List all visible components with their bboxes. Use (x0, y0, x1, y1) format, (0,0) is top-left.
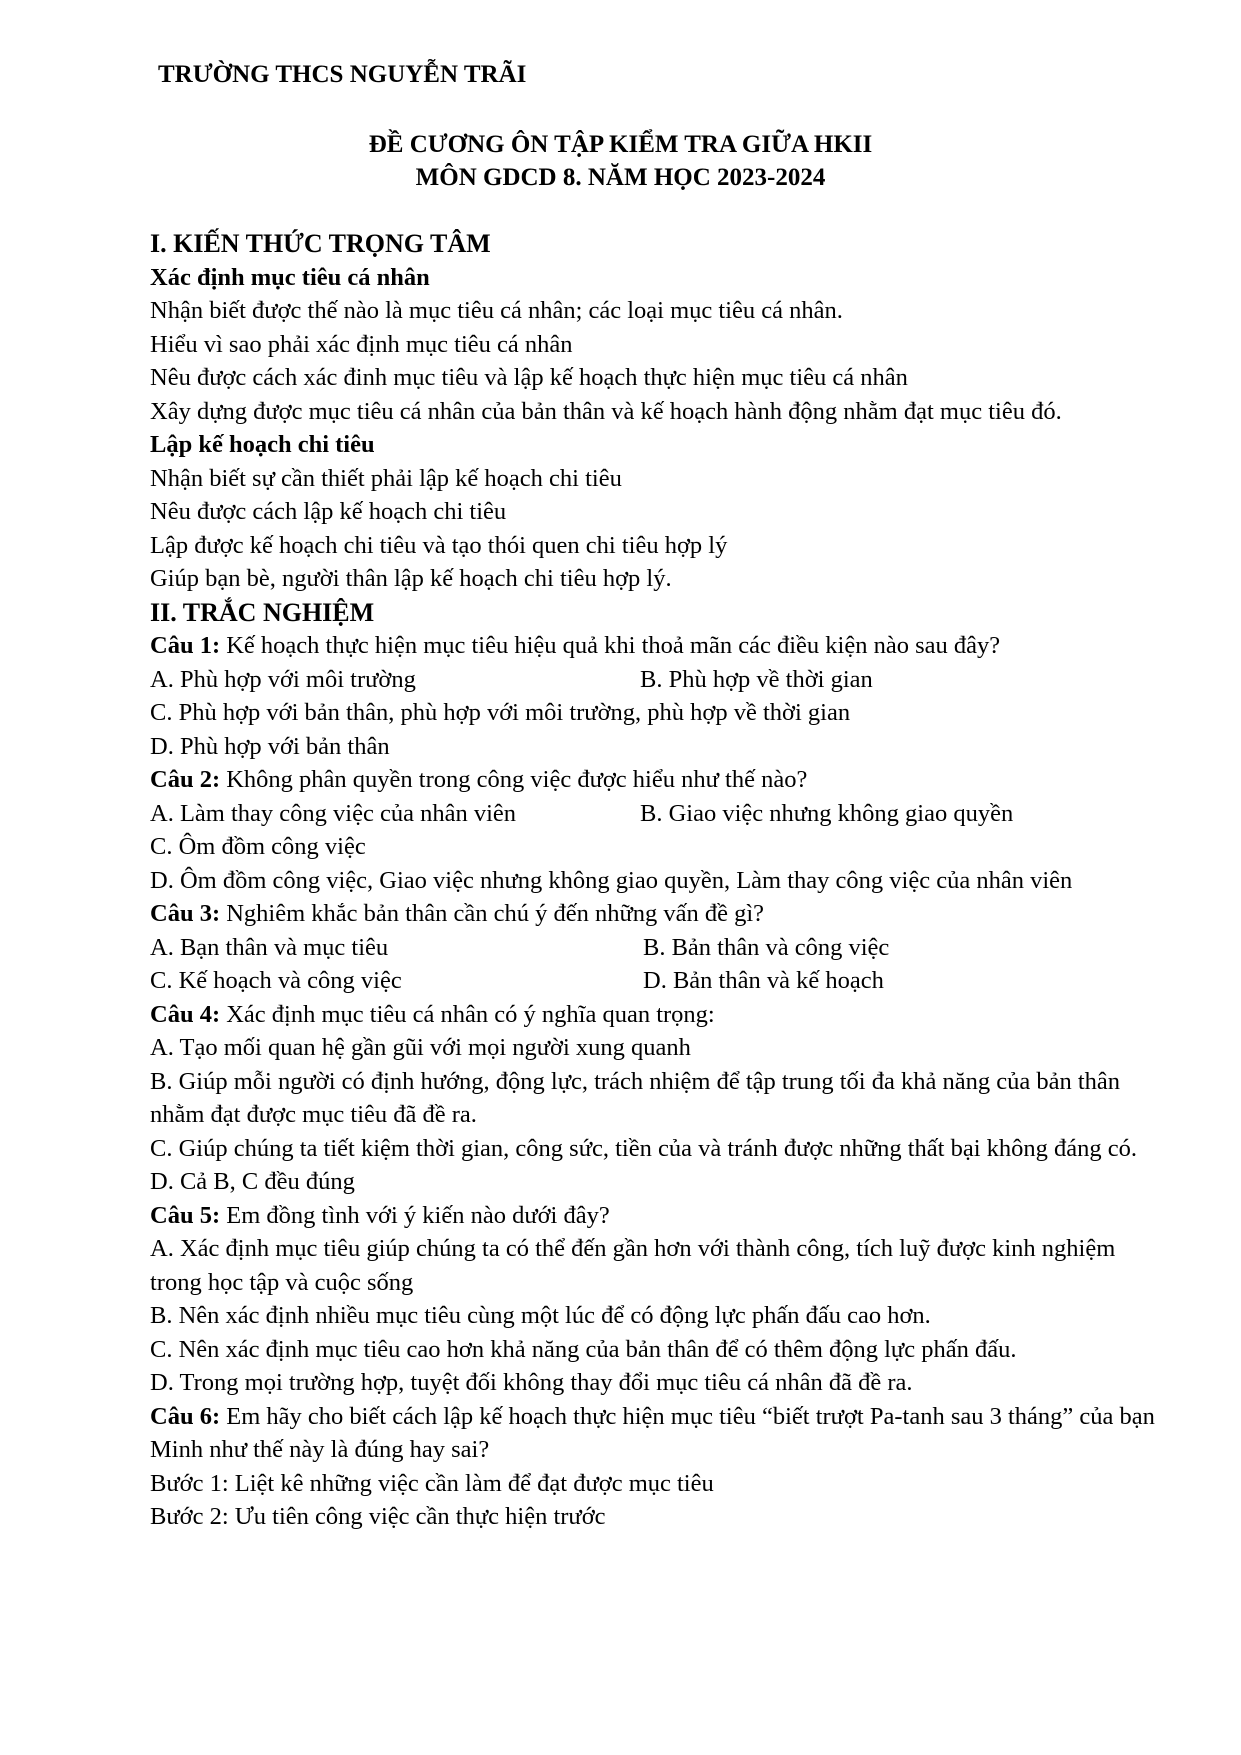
answer-row (150, 797, 1170, 831)
answer-b: B. Phù hợp về thời gian (640, 665, 873, 693)
answer-b: B. Nên xác định nhiều mục tiêu cùng một lúc để có động lực phấn đấu cao hơn. (150, 1302, 931, 1329)
topic-item: Xây dựng được mục tiêu cá nhân của bản thân và kế hoạch hành động nhằm đạt mục tiêu đó. (150, 397, 1062, 425)
answer-d: D. Trong mọi trường hợp, tuyệt đối không thay đổi mục tiêu cá nhân đã đề ra. (150, 1369, 913, 1396)
question-label: Câu 4: (150, 1000, 221, 1028)
document-title: ĐỀ CƯƠNG ÔN TẬP KIỂM TRA GIỮA HKII (368, 131, 873, 158)
section-heading-knowledge: I. KIẾN THỨC TRỌNG TÂM (150, 229, 491, 258)
answer-c: C. Ôm đồm công việc (150, 833, 366, 860)
answer-d: D. Bản thân và kế hoạch (643, 967, 884, 994)
question-text: Xác định mục tiêu cá nhân có ý nghĩa quan trọng: (220, 1000, 715, 1028)
question-4 (150, 998, 1170, 1032)
answer-b: B. Bản thân và công việc (643, 933, 890, 961)
question-6 (150, 1400, 1170, 1467)
topic-item: Nêu được cách lập kế hoạch chi tiêu (150, 498, 507, 525)
question-2 (150, 763, 1170, 797)
answer-a: A. Phù hợp với môi trường (150, 665, 416, 693)
answer-c: C. Kế hoạch và công việc (150, 967, 402, 994)
topic-item: Nêu được cách xác đinh mục tiêu và lập kế hoạch thực hiện mục tiêu cá nhân (150, 364, 908, 391)
step-2: Bước 2: Ưu tiên công việc cần thực hiện trước (150, 1503, 606, 1530)
answer-a: A. Tạo mối quan hệ gần gũi với mọi người xung quanh (150, 1034, 691, 1061)
answer-row (150, 663, 1170, 697)
section-heading-quiz: II. TRẮC NGHIỆM (150, 597, 375, 627)
question-label: Câu 5: (150, 1201, 221, 1229)
answer-d: D. Cả B, C đều đúng (150, 1168, 355, 1195)
topic-item: Nhận biết sự cần thiết phải lập kế hoạch chi tiêu (150, 464, 622, 492)
answer-d: D. Phù hợp với bản thân (150, 732, 390, 760)
question-5 (150, 1199, 1170, 1233)
question-label: Câu 6: (150, 1402, 221, 1430)
question-label: Câu 3: (150, 900, 221, 927)
answer-a: A. Bạn thân và mục tiêu (150, 933, 389, 961)
question-text: Kế hoạch thực hiện mục tiêu hiệu quả khi thoả mãn các điều kiện nào sau đây? (220, 632, 1001, 659)
document-subtitle: MÔN GDCD 8. NĂM HỌC 2023-2024 (415, 164, 826, 191)
answer-a: A. Làm thay công việc của nhân viên (150, 799, 517, 827)
topic-item: Nhận biết được thế nào là mục tiêu cá nhân; các loại mục tiêu cá nhân. (150, 297, 843, 324)
answer-c: C. Giúp chúng ta tiết kiệm thời gian, công sức, tiền của và tránh được những thất bại không đáng có. (150, 1134, 1137, 1162)
answer-c: C. Nên xác định mục tiêu cao hơn khả năng của bản thân để có thêm động lực phấn đấu. (150, 1335, 1017, 1363)
question-label: Câu 1: (150, 632, 221, 659)
topic-title-personal-goals: Xác định mục tiêu cá nhân (150, 263, 430, 291)
topic-title-spending-plan: Lập kế hoạch chi tiêu (150, 431, 375, 458)
answer-c: C. Phù hợp với bản thân, phù hợp với môi trường, phù hợp về thời gian (150, 699, 851, 726)
question-text: Không phân quyền trong công việc được hiểu như thế nào? (220, 766, 808, 793)
question-text: Nghiêm khắc bản thân cần chú ý đến những vấn đề gì? (220, 900, 765, 927)
question-text: Em hãy cho biết cách lập kế hoạch thực hiện mục tiêu “biết trượt Pa-tanh sau 3 tháng” của bạn Minh như thế này là đúng hay sai? (150, 1402, 1155, 1463)
topic-item: Lập được kế hoạch chi tiêu và tạo thói quen chi tiêu hợp lý (150, 531, 728, 559)
answer-row (150, 931, 1170, 965)
topic-item: Giúp bạn bè, người thân lập kế hoạch chi tiêu hợp lý. (150, 565, 672, 592)
document-body (150, 227, 1170, 1534)
question-3 (150, 897, 1170, 931)
answer-b: B. Giao việc nhưng không giao quyền (640, 799, 1014, 827)
answer-b: B. Giúp mỗi người có định hướng, động lực, trách nhiệm để tập trung tối đa khả năng của bản thân nhằm đạt được mục tiêu đã đề ra. (150, 1067, 1121, 1128)
step-1: Bước 1: Liệt kê những việc cần làm để đạt được mục tiêu (150, 1469, 714, 1497)
question-label: Câu 2: (150, 766, 221, 793)
answer-row (150, 964, 1170, 998)
answer-d: D. Ôm đồm công việc, Giao việc nhưng không giao quyền, Làm thay công việc của nhân viên (150, 866, 1073, 894)
topic-item: Hiểu vì sao phải xác định mục tiêu cá nhân (150, 330, 573, 358)
school-name: TRƯỜNG THCS NGUYỄN TRÃI (158, 61, 527, 88)
question-1 (150, 629, 1170, 663)
answer-a: A. Xác định mục tiêu giúp chúng ta có thể đến gần hơn với thành công, tích luỹ được kinh nghiệm trong học tập và cuộc sống (150, 1235, 1116, 1296)
question-text: Em đồng tình với ý kiến nào dưới đây? (220, 1201, 610, 1229)
